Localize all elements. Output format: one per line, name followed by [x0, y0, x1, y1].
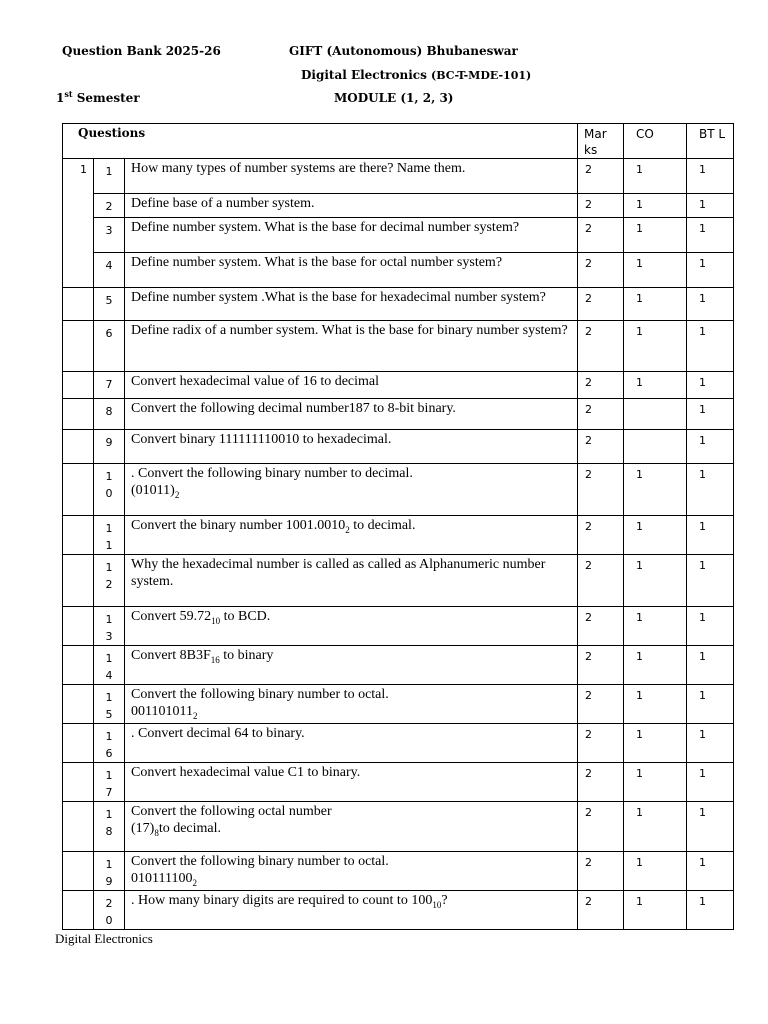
table-row — [63, 159, 734, 194]
question-text: Convert binary 111111110010 to hexadecimal. — [125, 430, 578, 464]
empty-cell — [63, 724, 94, 763]
table-row — [63, 194, 734, 218]
question-number: 1 9 — [94, 852, 125, 891]
question-number: 1 5 — [94, 685, 125, 724]
question-number: 1 3 — [94, 607, 125, 646]
question-text: Convert the following decimal number187 to 8-bit binary. — [125, 399, 578, 430]
marks-value: 2 — [578, 399, 624, 430]
marks-value: 2 — [578, 724, 624, 763]
co-value: 1 — [624, 464, 687, 516]
empty-cell — [63, 646, 94, 685]
marks-value: 2 — [578, 288, 624, 321]
question-number: 1 — [94, 159, 125, 194]
btl-value: 1 — [687, 607, 734, 646]
btl-value: 1 — [687, 891, 734, 930]
question-number: 2 — [94, 194, 125, 218]
module-label: MODULE (1, 2, 3) — [334, 91, 454, 105]
empty-cell — [63, 802, 94, 852]
co-value: 1 — [624, 646, 687, 685]
table-row — [63, 253, 734, 288]
btl-value: 1 — [687, 646, 734, 685]
empty-cell — [63, 763, 94, 802]
question-text: . How many binary digits are required to count to $100_{10}$? — [125, 891, 578, 930]
btl-value: 1 — [687, 464, 734, 516]
marks-value: 2 — [578, 852, 624, 891]
btl-value: 1 — [687, 321, 734, 372]
empty-cell — [63, 430, 94, 464]
semester-label: 1st Semester — [56, 89, 140, 105]
table-row — [63, 802, 734, 852]
marks-value: 2 — [578, 607, 624, 646]
question-text: . Convert the following binary number to decimal. $(01011)_2$ — [125, 464, 578, 516]
co-value: 1 — [624, 891, 687, 930]
marks-value: 2 — [578, 646, 624, 685]
btl-value: 1 — [687, 399, 734, 430]
empty-cell — [63, 516, 94, 555]
btl-value: 1 — [687, 253, 734, 288]
question-text: Convert the following octal number $(17)_8to$ decimal. — [125, 802, 578, 852]
question-text: Convert the binary number $1001.0010_2$ to decimal. — [125, 516, 578, 555]
question-text: Why the hexadecimal number is called as called as Alphanumeric number system. — [125, 555, 578, 607]
table-row — [63, 646, 734, 685]
btl-header: BT L — [687, 124, 734, 159]
marks-value: 2 — [578, 372, 624, 399]
co-value: 1 — [624, 253, 687, 288]
marks-value: 2 — [578, 464, 624, 516]
empty-cell — [63, 372, 94, 399]
table-row — [63, 763, 734, 802]
marks-value: 2 — [578, 218, 624, 253]
table-row — [63, 724, 734, 763]
question-number: 8 — [94, 399, 125, 430]
co-value: 1 — [624, 724, 687, 763]
question-text: How many types of number systems are there? Name them. — [125, 159, 578, 194]
table-row — [63, 288, 734, 321]
subject-code: (BC-T-MDE-101) — [431, 69, 532, 82]
marks-header: Mar ks — [578, 124, 624, 159]
co-header: CO — [624, 124, 687, 159]
question-text: Convert the following binary number to octal. $001101011_2$ — [125, 685, 578, 724]
table-row — [63, 218, 734, 253]
empty-cell — [63, 555, 94, 607]
question-text: Define radix of a number system. What is the base for binary number system? — [125, 321, 578, 372]
co-value: 1 — [624, 607, 687, 646]
question-number: 1 7 — [94, 763, 125, 802]
btl-value: 1 — [687, 159, 734, 194]
question-text: Convert the following binary number to octal. $010111100_2$ — [125, 852, 578, 891]
empty-cell — [63, 464, 94, 516]
question-number: 2 0 — [94, 891, 125, 930]
btl-value: 1 — [687, 430, 734, 464]
marks-value: 2 — [578, 321, 624, 372]
co-value: 1 — [624, 555, 687, 607]
btl-value: 1 — [687, 372, 734, 399]
empty-cell — [63, 607, 94, 646]
btl-value: 1 — [687, 516, 734, 555]
institute-name: GIFT (Autonomous) Bhubaneswar — [289, 44, 518, 58]
question-text: Convert $59.72_{10}$ to BCD. — [125, 607, 578, 646]
empty-cell — [63, 288, 94, 321]
question-number: 3 — [94, 218, 125, 253]
marks-value: 2 — [578, 802, 624, 852]
marks-value: 2 — [578, 253, 624, 288]
question-number: 1 4 — [94, 646, 125, 685]
btl-value: 1 — [687, 685, 734, 724]
question-number: 9 — [94, 430, 125, 464]
btl-value: 1 — [687, 218, 734, 253]
marks-value: 2 — [578, 555, 624, 607]
empty-cell — [63, 321, 94, 372]
question-text: Convert $8B3F_{16}$ to binary — [125, 646, 578, 685]
marks-value: 2 — [578, 159, 624, 194]
btl-value: 1 — [687, 724, 734, 763]
btl-value: 1 — [687, 802, 734, 852]
marks-value: 2 — [578, 891, 624, 930]
marks-value: 2 — [578, 516, 624, 555]
co-value: 1 — [624, 321, 687, 372]
question-number: 1 0 — [94, 464, 125, 516]
question-bank-title: Question Bank 2025-26 — [62, 44, 221, 58]
table-row — [63, 321, 734, 372]
question-text: Convert hexadecimal value C1 to binary. — [125, 763, 578, 802]
co-value: 1 — [624, 288, 687, 321]
question-text: Define number system. What is the base for octal number system? — [125, 253, 578, 288]
btl-value: 1 — [687, 555, 734, 607]
btl-value: 1 — [687, 852, 734, 891]
question-number: 1 8 — [94, 802, 125, 852]
question-text: Convert hexadecimal value of 16 to decimal — [125, 372, 578, 399]
co-value — [624, 399, 687, 430]
table-row — [63, 891, 734, 930]
table-row — [63, 399, 734, 430]
empty-cell — [63, 399, 94, 430]
co-value: 1 — [624, 372, 687, 399]
table-row — [63, 516, 734, 555]
table-row — [63, 372, 734, 399]
module-number: 1 — [63, 159, 94, 288]
btl-value: 1 — [687, 763, 734, 802]
marks-value: 2 — [578, 430, 624, 464]
question-text: . Convert decimal 64 to binary. — [125, 724, 578, 763]
empty-cell — [63, 685, 94, 724]
subject-name: Digital Electronics — [301, 68, 427, 82]
table-row — [63, 430, 734, 464]
marks-value: 2 — [578, 685, 624, 724]
questions-header: Questions — [63, 124, 578, 159]
question-text: Define number system .What is the base for hexadecimal number system? — [125, 288, 578, 321]
question-number: 1 2 — [94, 555, 125, 607]
question-number: 1 1 — [94, 516, 125, 555]
btl-value: 1 — [687, 288, 734, 321]
question-number: 1 6 — [94, 724, 125, 763]
co-value: 1 — [624, 763, 687, 802]
empty-cell — [63, 852, 94, 891]
table-row — [63, 852, 734, 891]
btl-value: 1 — [687, 194, 734, 218]
question-text: Define base of a number system. — [125, 194, 578, 218]
co-value: 1 — [624, 218, 687, 253]
table-row — [63, 464, 734, 516]
co-value: 1 — [624, 194, 687, 218]
table-row — [63, 685, 734, 724]
question-number: 6 — [94, 321, 125, 372]
empty-cell — [63, 891, 94, 930]
co-value: 1 — [624, 159, 687, 194]
question-number: 4 — [94, 253, 125, 288]
question-number: 7 — [94, 372, 125, 399]
table-row — [63, 607, 734, 646]
co-value: 1 — [624, 802, 687, 852]
co-value: 1 — [624, 852, 687, 891]
question-text: Define number system. What is the base for decimal number system? — [125, 218, 578, 253]
subject-line — [301, 68, 531, 82]
co-value: 1 — [624, 516, 687, 555]
question-number: 5 — [94, 288, 125, 321]
marks-value: 2 — [578, 194, 624, 218]
footer-text: Digital Electronics — [55, 931, 153, 946]
table-row — [63, 555, 734, 607]
header-row — [63, 124, 734, 159]
co-value: 1 — [624, 685, 687, 724]
marks-value: 2 — [578, 763, 624, 802]
co-value — [624, 430, 687, 464]
question-table — [62, 123, 734, 930]
